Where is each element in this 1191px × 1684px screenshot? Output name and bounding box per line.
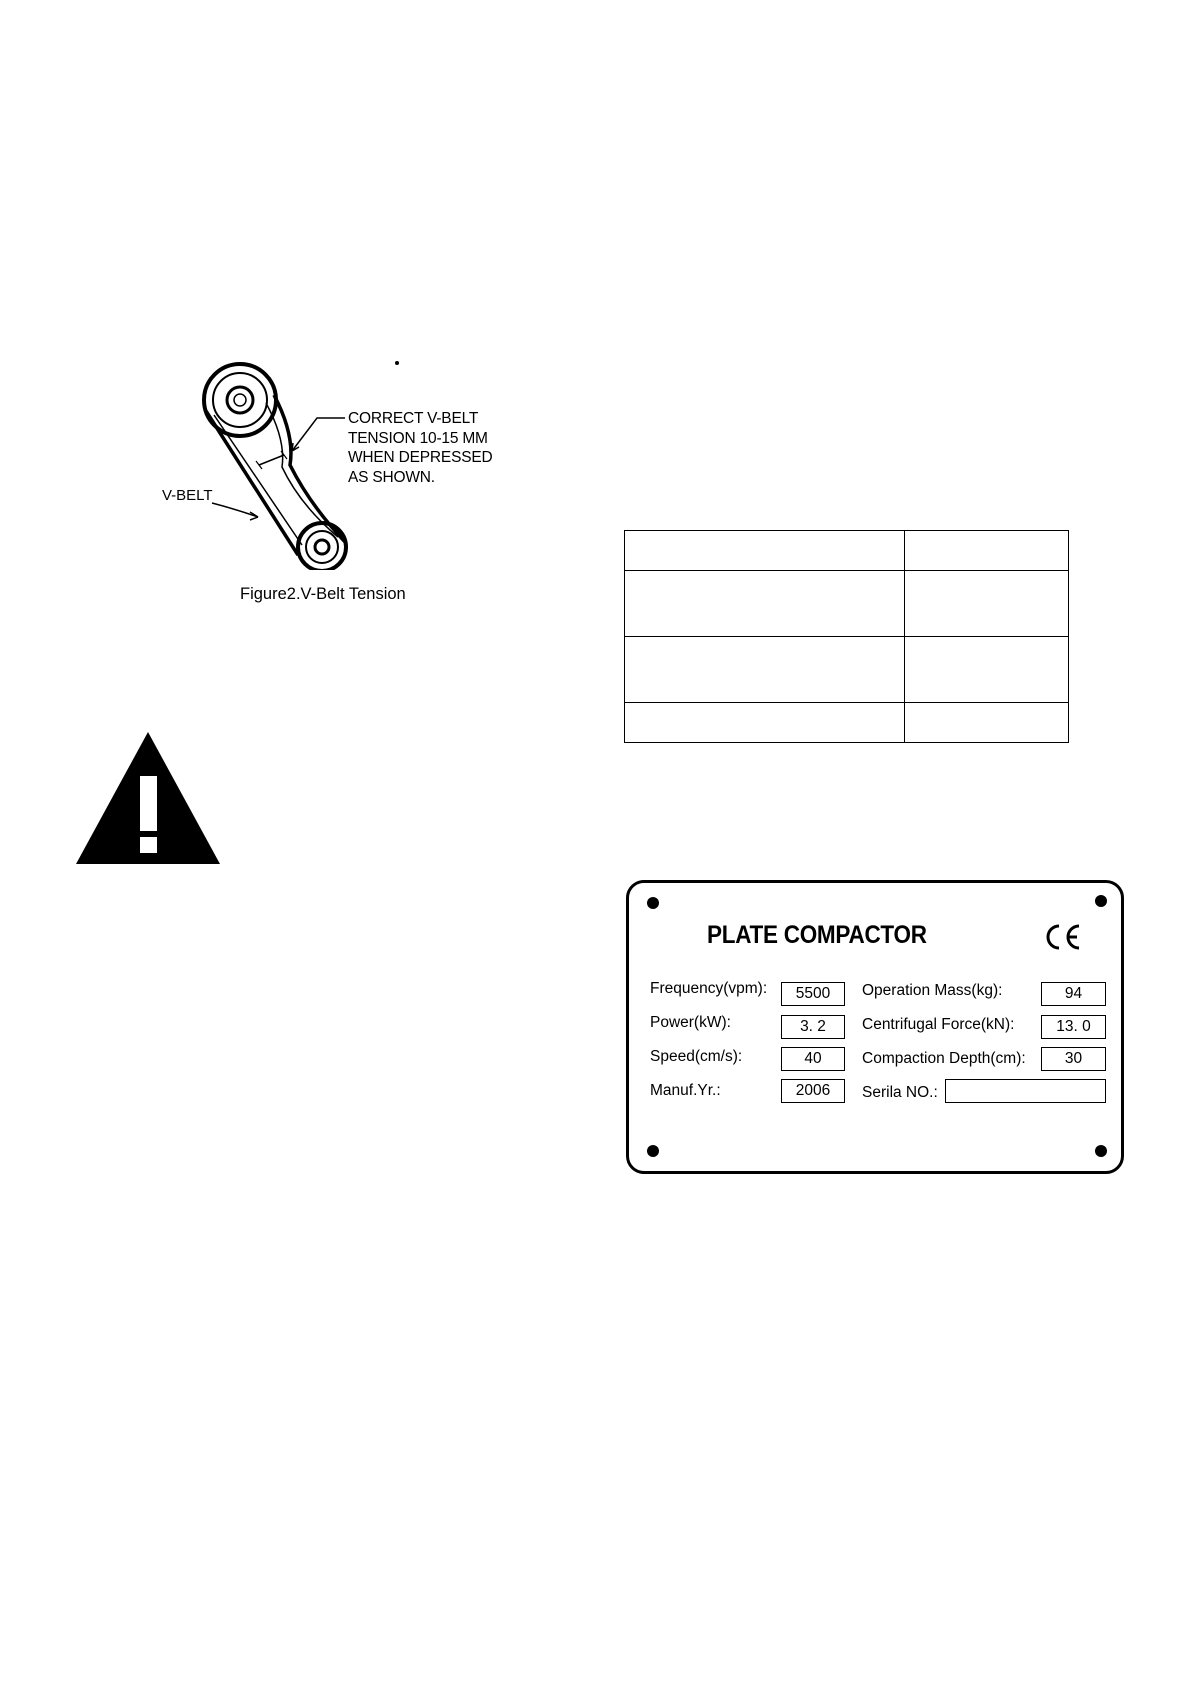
warning-triangle-icon <box>76 732 220 864</box>
operation-mass-value: 94 <box>1041 982 1106 1006</box>
mounting-hole-icon <box>1095 1145 1107 1157</box>
serial-number-label: Serila NO.: <box>862 1084 938 1101</box>
mounting-hole-icon <box>647 1145 659 1157</box>
callout-line: WHEN DEPRESSED <box>348 449 493 466</box>
mounting-hole-icon <box>1095 895 1107 907</box>
callout-line: AS SHOWN. <box>348 468 435 486</box>
table-row <box>625 531 1069 571</box>
table-cell <box>905 703 1069 743</box>
table-cell <box>905 637 1069 703</box>
centrifugal-force-value: 13. 0 <box>1041 1015 1106 1039</box>
manuf-year-label: Manuf.Yr.: <box>650 1082 721 1099</box>
frequency-label: Frequency(vpm): <box>650 980 768 997</box>
speed-label: Speed(cm/s): <box>650 1048 743 1065</box>
nameplate-title: PLATE COMPACTOR <box>707 921 927 949</box>
callout-line: CORRECT V-BELT <box>348 410 479 427</box>
table-row <box>625 637 1069 703</box>
v-belt-label: V-BELT <box>162 487 213 504</box>
power-label: Power(kW): <box>650 1014 731 1031</box>
table-cell <box>905 531 1069 571</box>
manuf-year-value: 2006 <box>781 1079 845 1103</box>
table-cell <box>905 571 1069 637</box>
compaction-depth-value: 30 <box>1041 1047 1106 1071</box>
operation-mass-label: Operation Mass(kg): <box>862 982 1003 999</box>
plate-compactor-nameplate <box>626 880 1124 1174</box>
callout-line: TENSION 10-15 MM <box>348 429 488 447</box>
speed-value: 40 <box>781 1047 845 1071</box>
frequency-value: 5500 <box>781 982 845 1006</box>
belt-tension-callout <box>348 409 492 487</box>
table-cell <box>625 531 905 571</box>
table-cell <box>625 637 905 703</box>
table-cell <box>625 571 905 637</box>
mounting-hole-icon <box>647 897 659 909</box>
ce-mark-icon <box>1044 922 1082 952</box>
serial-number-value <box>945 1079 1106 1103</box>
table-row <box>625 571 1069 637</box>
compaction-depth-label: Compaction Depth(cm): <box>862 1050 1026 1067</box>
spec-table <box>624 530 1069 743</box>
figure-caption: Figure2.V-Belt Tension <box>240 585 406 603</box>
table-row <box>625 703 1069 743</box>
power-value: 3. 2 <box>781 1015 845 1039</box>
centrifugal-force-label: Centrifugal Force(kN): <box>862 1016 1015 1033</box>
table-cell <box>625 703 905 743</box>
